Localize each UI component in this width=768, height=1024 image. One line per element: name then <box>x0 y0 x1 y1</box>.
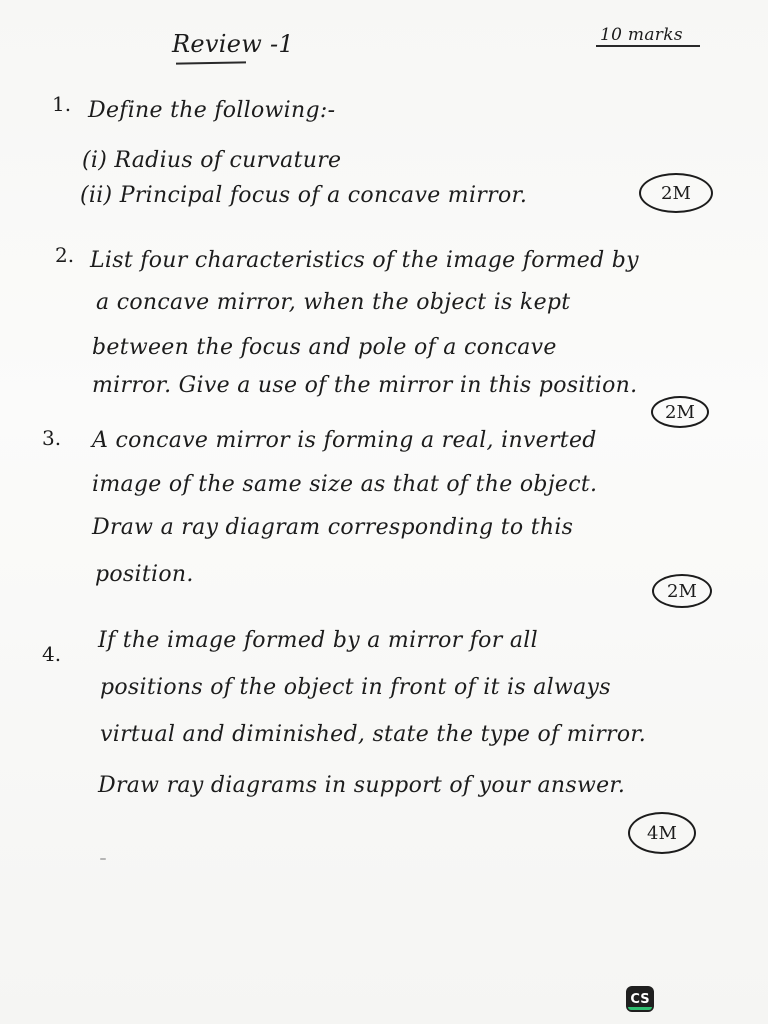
camscanner-logo-icon: CS <box>626 986 654 1012</box>
question-4-line-4: Draw ray diagrams in support of your answer. <box>98 773 626 798</box>
total-marks: 10 marks <box>600 25 683 45</box>
question-4-line-3: virtual and diminished, state the type of mirror. <box>100 722 647 747</box>
question-3-line-4: position. <box>95 562 194 587</box>
question-1-line-3: (ii) Principal focus of a concave mirror. <box>80 183 528 208</box>
question-3-number: 3. <box>42 426 62 450</box>
question-1-marks-badge: 2M <box>639 173 713 213</box>
question-3-marks-badge: 2M <box>652 574 712 608</box>
question-3-line-2: image of the same size as that of the object. <box>92 472 598 497</box>
question-4-marks-badge: 4M <box>628 812 696 854</box>
question-4-line-2: positions of the object in front of it is always <box>100 675 611 700</box>
total-marks-underline <box>596 45 700 47</box>
title-underline <box>176 61 246 64</box>
question-4-line-1: If the image formed by a mirror for all <box>98 628 538 653</box>
question-4-number: 4. <box>42 642 62 666</box>
pen-mark <box>100 858 106 860</box>
page-title: Review -1 <box>172 30 294 58</box>
question-2-line-4: mirror. Give a use of the mirror in this position. <box>92 373 638 398</box>
question-2-number: 2. <box>55 243 75 267</box>
question-3-line-1: A concave mirror is forming a real, inverted <box>92 428 597 453</box>
question-1-line-2: (i) Radius of curvature <box>82 148 342 173</box>
question-2-line-1: List four characteristics of the image formed by <box>90 248 639 273</box>
question-3-line-3: Draw a ray diagram corresponding to this <box>92 515 574 540</box>
question-2-line-3: between the focus and pole of a concave <box>92 335 557 360</box>
question-2-marks-badge: 2M <box>651 396 709 428</box>
question-2-line-2: a concave mirror, when the object is kept <box>96 290 571 315</box>
question-1-line-1: Define the following:- <box>88 98 336 123</box>
question-1-number: 1. <box>52 92 72 116</box>
